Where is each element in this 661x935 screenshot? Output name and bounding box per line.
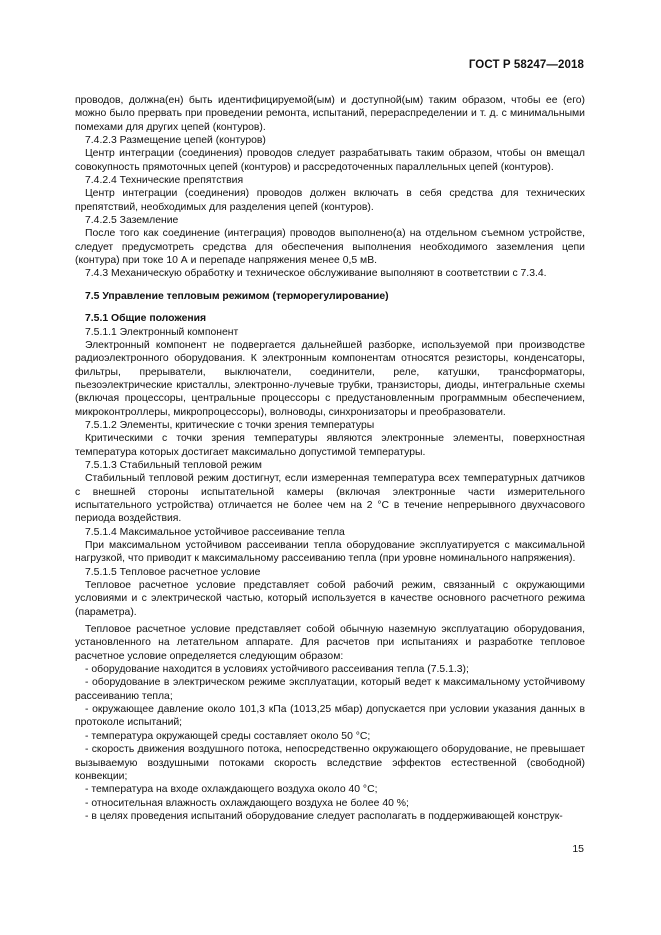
- paragraph: Центр интеграции (соединения) проводов должен включать в себя средства для технических препятствий, необходимых для разделения цепей (контуров).: [75, 188, 585, 213]
- paragraph: 7.4.2.3 Размещение цепей (контуров): [85, 135, 266, 147]
- section-heading: 7.5 Управление тепловым режимом (терморегулирование): [85, 290, 389, 302]
- paragraph: 7.5.1.1 Электронный компонент: [85, 326, 239, 338]
- paragraph: - оборудование находится в условиях устойчивого рассеивания тепла (7.5.1.3);: [85, 664, 469, 676]
- paragraph: - окружающее давление около 101,3 кПа (1013,25 мбар) допускается при условии указания данных в протоколе испытаний;: [75, 704, 585, 729]
- paragraph: - температура на входе охлаждающего воздуха около 40 °С;: [85, 784, 378, 796]
- paragraph: Центр интеграции (соединения) проводов следует разрабатывать таким образом, чтобы он вмещал совокупность прямоточных цепей (контуров) и рассредоточенных параллельных цепей (контуров).: [75, 148, 585, 173]
- paragraph: 7.5.1.3 Стабильный тепловой режим: [85, 459, 262, 471]
- paragraph: 7.4.3 Механическую обработку и техническое обслуживание выполняют в соответствии с 7.3.4.: [85, 268, 547, 280]
- paragraph: - оборудование в электрическом режиме эксплуатации, который ведет к максимальному устойчивому рассеиванию тепла;: [75, 677, 585, 702]
- paragraph: После того как соединение (интеграция) проводов выполнено(а) на отдельном съемном устройстве, следует предусмотреть средства для обеспечения выполнения необходимого заземления цепи (контура) при токе 10 А и перепаде напряжения менее 0,5 мВ.: [75, 228, 585, 267]
- paragraph: - температура окружающей среды составляет около 50 °С;: [85, 730, 371, 742]
- paragraph: - относительная влажность охлаждающего воздуха не более 40 %;: [85, 797, 409, 809]
- paragraph: Электронный компонент не подвергается дальнейшей разборке, используемой при производстве радиоэлектронного оборудования. К электронным компонентам относятся резисторы, конденсаторы, фильтры, прерыватели, выключатели, соединители, реле, катушки, трансформаторы, пьезоэлектрические кристаллы, электронно-лучевые трубки, транзисторы, диоды, интегральные схемы (включая процессоры, центральные процессоры с предустановленным программным обеспечением, микроконтроллеры, микропроцессоры), волноводы, синхронизаторы и преобразователи.: [75, 339, 585, 418]
- paragraph: 7.5.1.4 Максимальное устойчивое рассеивание тепла: [85, 526, 345, 538]
- paragraph: Критическими с точки зрения температуры являются электронные элементы, поверхностная температура которых достигает максимально допустимой температуры.: [75, 433, 585, 458]
- paragraph: 7.5.1.5 Тепловое расчетное условие: [85, 566, 261, 578]
- paragraph: 7.5.1.2 Элементы, критические с точки зрения температуры: [85, 419, 375, 431]
- paragraph: 7.4.2.4 Технические препятствия: [85, 175, 244, 187]
- section-heading: 7.5.1 Общие положения: [85, 313, 207, 325]
- page-number: 15: [572, 843, 584, 855]
- paragraph: - скорость движения воздушного потока, непосредственно окружающего оборудование, не превышает вызываемую воздушными потоками скорость вследствие эффектов естественной (свободной) конвекции;: [75, 744, 585, 782]
- paragraph: - в целях проведения испытаний оборудование следует располагать в поддерживающей конструк-: [85, 810, 563, 822]
- paragraph: Стабильный тепловой режим достигнут, если измеренная температура всех температурных датчиков с внешней стороны испытательной камеры (включая электронные части измерительного испытательного устройства) отличается не более чем на 2 °С в течение непрерывного двухчасового периода воздействия.: [75, 473, 585, 525]
- paragraph: проводов, должна(ен) быть идентифицируемой(ым) и доступной(ым) таким образом, чтобы ее (его) можно было прервать при проведении ремонта, испытаний, перераспределении и т. д. с минимальными помехами для других цепей (контуров).: [75, 95, 585, 133]
- paragraph: Тепловое расчетное условие представляет собой обычную наземную эксплуатацию оборудования, установленного на летательном аппарате. Для расчетов при испытаниях и разработке тепловое расчетное условие определяется следующим образом:: [75, 624, 585, 662]
- document-body: [75, 94, 585, 823]
- standard-header: ГОСТ Р 58247—2018: [468, 59, 584, 71]
- paragraph-gap: [75, 303, 585, 312]
- paragraph: 7.4.2.5 Заземление: [85, 215, 179, 227]
- paragraph-gap: [75, 281, 585, 290]
- paragraph: При максимальном устойчивом рассеивании тепла оборудование эксплуатируется с максимальной нагрузкой, что приводит к максимальному рассеиванию тепла (при уровне номинального напряжения).: [75, 540, 585, 565]
- paragraph: Тепловое расчетное условие представляет собой рабочий режим, связанный с окружающими условиями и с электрической частью, который используется в качестве основного расчетного режима (параметра).: [75, 580, 585, 618]
